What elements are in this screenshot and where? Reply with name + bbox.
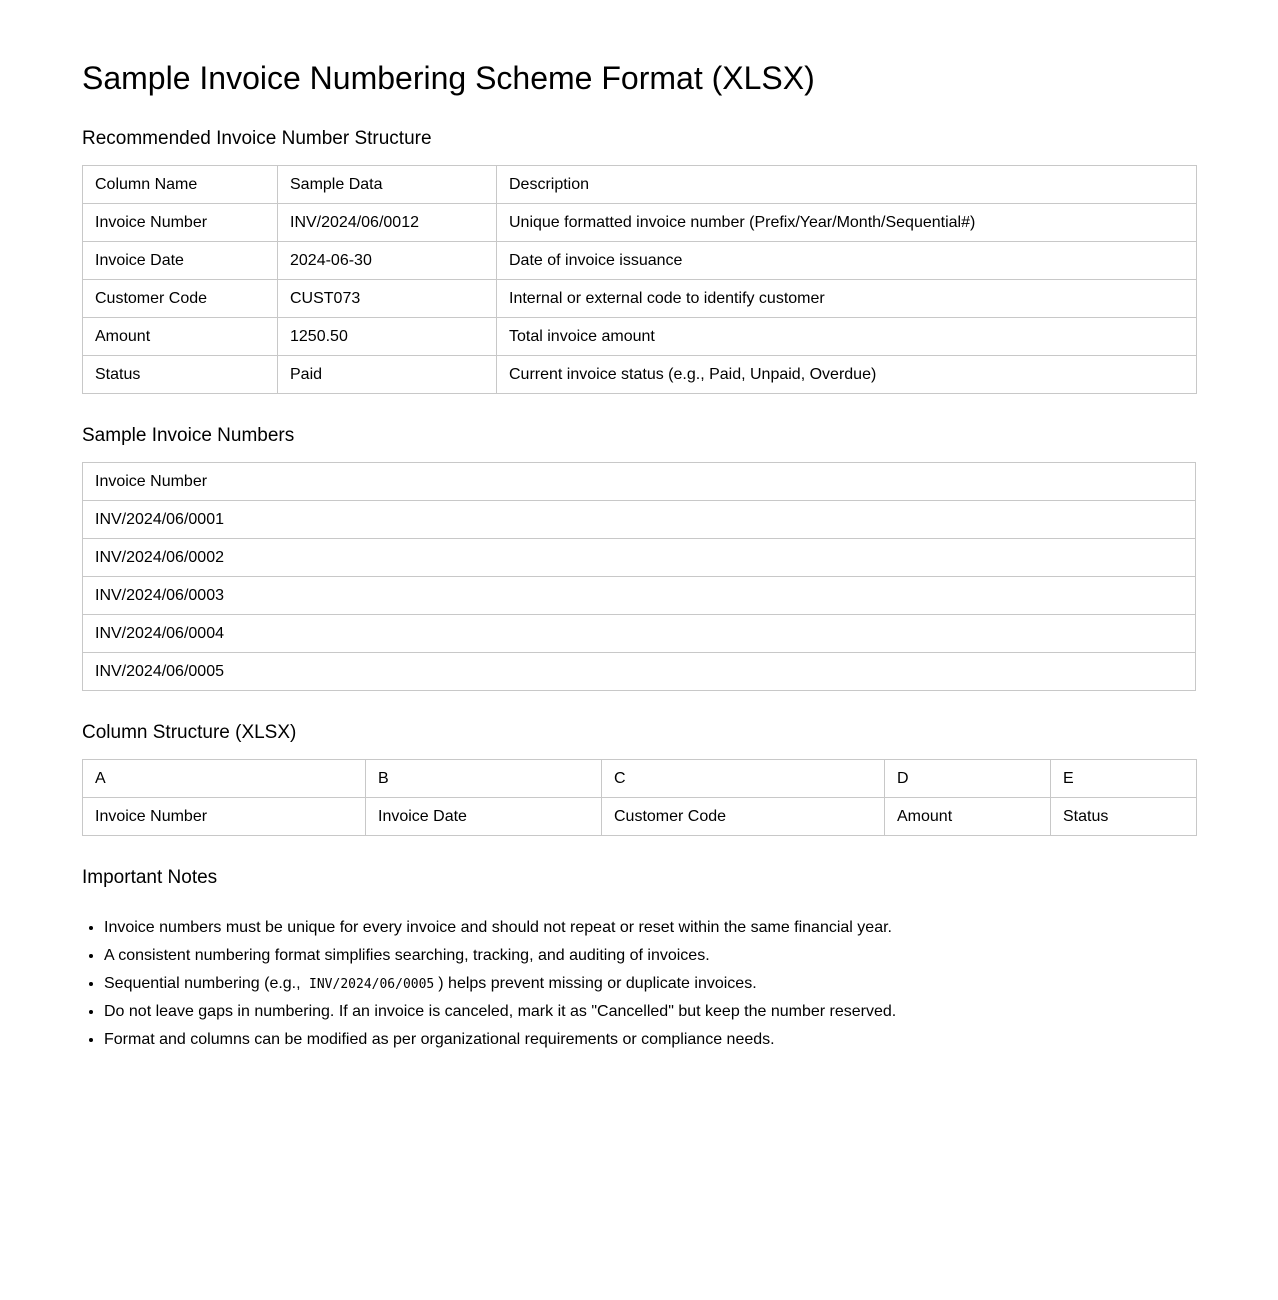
table-cell: 2024-06-30 <box>278 242 497 280</box>
table-cell: Current invoice status (e.g., Paid, Unpaid, Overdue) <box>497 356 1197 394</box>
table-cell: Internal or external code to identify customer <box>497 280 1197 318</box>
page-title: Sample Invoice Numbering Scheme Format (XLSX) <box>82 60 815 96</box>
list-item <box>104 970 1196 998</box>
table-row <box>83 577 1196 615</box>
samples-table <box>82 462 1196 691</box>
table-cell: Unique formatted invoice number (Prefix/Year/Month/Sequential#) <box>497 204 1197 242</box>
table-cell: 1250.50 <box>278 318 497 356</box>
table-cell: Invoice Number <box>83 204 278 242</box>
column-letter-cell: B <box>366 760 602 798</box>
columns-table <box>82 759 1197 836</box>
column-letter-cell: A <box>83 760 366 798</box>
table-row <box>83 280 1197 318</box>
header-cell: Sample Data <box>278 166 497 204</box>
table-row <box>83 539 1196 577</box>
table-header-row <box>83 463 1196 501</box>
section-title-structure: Recommended Invoice Number Structure <box>82 128 432 149</box>
section-title-samples: Sample Invoice Numbers <box>82 425 295 446</box>
table-cell: INV/2024/06/0001 <box>83 501 1196 539</box>
table-row <box>83 615 1196 653</box>
structure-table <box>82 165 1197 394</box>
note-text: Sequential numbering (e.g., <box>104 975 301 992</box>
table-row <box>83 242 1197 280</box>
column-letter-cell: D <box>885 760 1051 798</box>
section-title-columns: Column Structure (XLSX) <box>82 722 297 743</box>
table-row <box>83 798 1197 836</box>
table-row <box>83 204 1197 242</box>
list-item: • Invoice numbers must be unique for every invoice and should not repeat or reset within the same financial year. <box>104 914 1196 942</box>
table-row <box>83 318 1197 356</box>
header-cell: Column Name <box>83 166 278 204</box>
table-cell: Amount <box>885 798 1051 836</box>
header-cell: Invoice Number <box>83 463 1196 501</box>
table-cell: Invoice Date <box>83 242 278 280</box>
table-cell: Invoice Date <box>366 798 602 836</box>
table-row <box>83 653 1196 691</box>
table-cell: INV/2024/06/0005 <box>83 653 1196 691</box>
table-cell: INV/2024/06/0002 <box>83 539 1196 577</box>
note-text: ) helps prevent missing or duplicate invoices. <box>438 975 757 992</box>
list-item: • A consistent numbering format simplifies searching, tracking, and auditing of invoices. <box>104 942 1196 970</box>
notes-list <box>82 914 1196 1054</box>
table-cell: Customer Code <box>83 280 278 318</box>
table-cell: INV/2024/06/0003 <box>83 577 1196 615</box>
list-item: • Do not leave gaps in numbering. If an invoice is canceled, mark it as "Cancelled" but keep the number reserved. <box>104 998 1196 1026</box>
code-snippet: INV/2024/06/0005 <box>309 977 435 992</box>
table-cell: Date of invoice issuance <box>497 242 1197 280</box>
header-cell: Description <box>497 166 1197 204</box>
list-item: • Format and columns can be modified as per organizational requirements or compliance needs. <box>104 1026 1196 1054</box>
table-row <box>83 356 1197 394</box>
table-row <box>83 501 1196 539</box>
table-cell: Status <box>1051 798 1197 836</box>
table-cell: Total invoice amount <box>497 318 1197 356</box>
table-cell: INV/2024/06/0004 <box>83 615 1196 653</box>
table-cell: Amount <box>83 318 278 356</box>
table-header-row <box>83 166 1197 204</box>
table-cell: Paid <box>278 356 497 394</box>
table-cell: CUST073 <box>278 280 497 318</box>
column-letter-cell: C <box>602 760 885 798</box>
table-cell: Invoice Number <box>83 798 366 836</box>
table-header-row <box>83 760 1197 798</box>
table-cell: INV/2024/06/0012 <box>278 204 497 242</box>
table-cell: Status <box>83 356 278 394</box>
section-title-notes: Important Notes <box>82 867 218 888</box>
column-letter-cell: E <box>1051 760 1197 798</box>
table-cell: Customer Code <box>602 798 885 836</box>
